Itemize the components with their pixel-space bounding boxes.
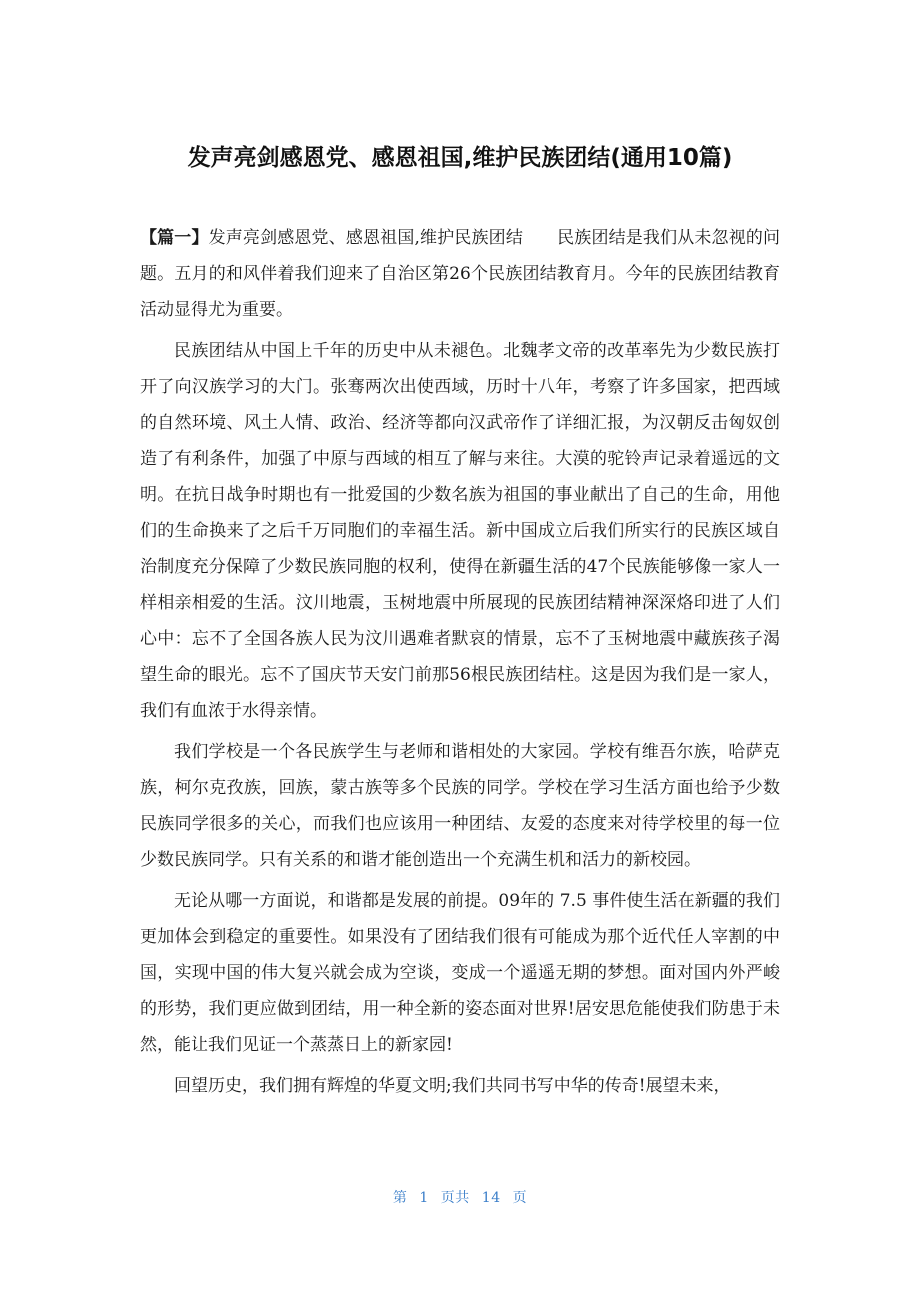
footer-mid: 页共 (440, 1190, 470, 1206)
paragraph-2: 民族团结从中国上千年的历史中从未褪色。北魏孝文帝的改革率先为少数民族打开了向汉族学习的大门。张骞两次出使西域，历时十八年，考察了许多国家，把西域的自然环境、风土人情、政治、经济等都向汉武帝作了详细汇报，为汉朝反击匈奴创造了有利条件，加强了中原与西域的相互了解与来往。大漠的驼铃声记录着遥远的文明。在抗日战争时期也有一批爱国的少数名族为祖国的事业献出了自己的生命，用他们的生命换来了之后千万同胞们的幸福生活。新中国成立后我们所实行的民族区域自治制度充分保障了少数民族同胞的权利，使得在新疆生活的47个民族能够像一家人一样相亲相爱的生活。汶川地震，玉树地震中所展现的民族团结精神深深烙印进了人们心中：忘不了全国各族人民为汶川遇难者默哀的情景，忘不了玉树地震中藏族孩子渴望生命的眼光。忘不了国庆节天安门前那56根民族团结柱。这是因为我们是一家人，我们有血浓于水得亲情。 (140, 341, 780, 721)
footer-prefix: 第 (392, 1190, 408, 1206)
footer-suffix: 页 (512, 1190, 528, 1206)
section-heading: 发声亮剑感恩党、感恩祖国,维护民族团结 (208, 228, 523, 248)
current-page-number: 1 (419, 1190, 429, 1206)
total-pages-number: 14 (481, 1190, 501, 1206)
document-body (140, 220, 780, 1109)
paragraph-4: 无论从哪一方面说，和谐都是发展的前提。09年的 7.5 事件使生活在新疆的我们更加体会到稳定的重要性。如果没有了团结我们很有可能成为那个近代任人宰割的中国，实现中国的伟大复兴就会成为空谈，变成一个遥遥无期的梦想。面对国内外严峻的形势，我们更应做到团结，用一种全新的姿态面对世界!居安思危能使我们防患于未然，能让我们见证一个蒸蒸日上的新家园! (140, 891, 780, 1055)
paragraph-1 (140, 220, 780, 328)
paragraph-text: 民族团结是我们从未忽视的问题。五月的和风伴着我们迎来了自治区第26个民族团结教育月。今年的民族团结教育活动显得尤为重要。 (140, 228, 781, 320)
document-title: 发声亮剑感恩党、感恩祖国,维护民族团结(通用10篇) (187, 145, 733, 171)
paragraph-5: 回望历史，我们拥有辉煌的华夏文明;我们共同书写中华的传奇!展望未来， (174, 1076, 731, 1096)
page-footer (0, 1184, 920, 1212)
section-marker: 【篇一】 (140, 228, 209, 248)
paragraph-3: 我们学校是一个各民族学生与老师和谐相处的大家园。学校有维吾尔族，哈萨克族，柯尔克孜族，回族，蒙古族等多个民族的同学。学校在学习生活方面也给予少数民族同学很多的关心，而我们也应该用一种团结、友爱的态度来对待学校里的每一位少数民族同学。只有关系的和谐才能创造出一个充满生机和活力的新校园。 (140, 742, 780, 870)
